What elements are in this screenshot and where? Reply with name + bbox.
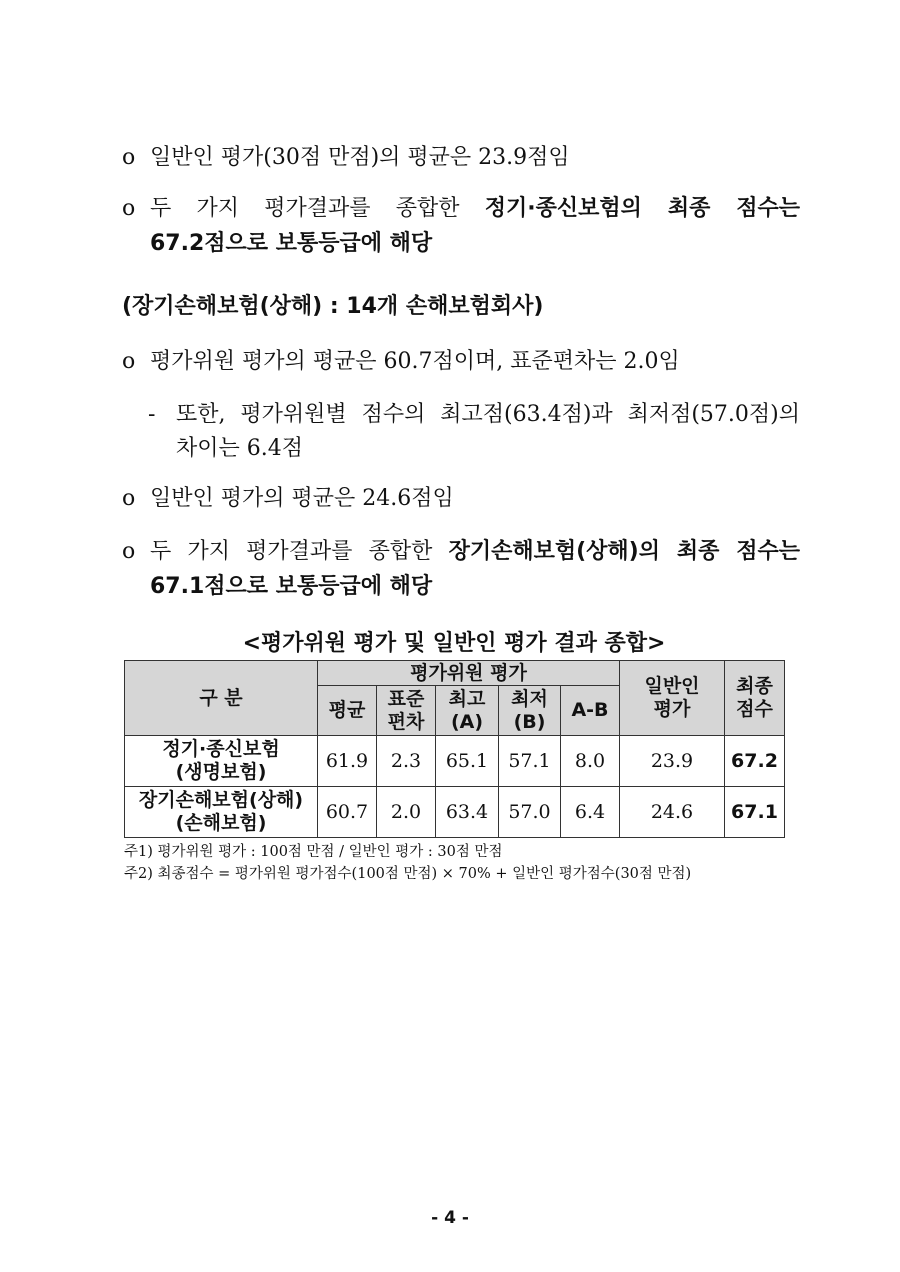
row-label-line2: (손해보험) — [175, 812, 267, 834]
paragraph-public-eval-nonlife: 일반인 평가의 평균은 24.6점임 — [150, 486, 454, 511]
cell-final: 67.2 — [725, 736, 785, 787]
paragraph-final-score-nonlife-line2: 67.1점으로 보통등급에 해당 — [150, 574, 433, 599]
row-label — [125, 736, 318, 787]
header-committee-group: 평가위원 평가 — [318, 661, 620, 686]
header-max — [436, 686, 499, 736]
subitem-score-range-line2: 차이는 6.4점 — [176, 436, 303, 461]
summary-table — [124, 660, 785, 838]
paragraph-final-score-nonlife — [150, 537, 800, 567]
cell-max: 65.1 — [436, 736, 499, 787]
paragraph-emphasis: 장기손해보험(상해)의 최종 점수는 — [448, 539, 800, 564]
header-std-line2: 편차 — [387, 710, 425, 733]
cell-min: 57.0 — [499, 787, 561, 838]
bullet-marker: o — [122, 196, 136, 221]
header-std — [377, 686, 436, 736]
header-std-line1: 표준 — [387, 687, 425, 710]
cell-mean: 61.9 — [318, 736, 377, 787]
cell-final: 67.1 — [725, 787, 785, 838]
header-final — [725, 661, 785, 736]
bullet-marker: o — [122, 145, 136, 170]
cell-std: 2.0 — [377, 787, 436, 838]
bullet-marker: o — [122, 539, 136, 564]
paragraph-committee-mean: 평가위원 평가의 평균은 60.7점이며, 표준편차는 2.0임 — [150, 349, 680, 374]
cell-mean: 60.7 — [318, 787, 377, 838]
page-number: - 4 - — [431, 1208, 469, 1228]
paragraph-final-score-life-line2: 67.2점으로 보통등급에 해당 — [150, 231, 433, 256]
table-row — [125, 736, 785, 787]
header-final-line2: 점수 — [736, 698, 773, 720]
row-label-line1: 장기손해보험(상해) — [138, 789, 304, 811]
bullet-marker: o — [122, 486, 136, 511]
header-public — [620, 661, 725, 736]
paragraph-text: 두 가지 평가결과를 종합한 — [150, 196, 485, 221]
table-note-1: 주1) 평가위원 평가 : 100점 만점 / 일반인 평가 : 30점 만점 — [124, 844, 503, 860]
dash-marker: - — [148, 402, 156, 427]
paragraph-final-score-life — [150, 194, 800, 224]
subitem-text: 또한, 평가위원별 점수의 최고점(63.4점)과 최저점(57.0점)의 — [176, 402, 800, 427]
cell-diff: 6.4 — [561, 787, 620, 838]
row-label-line1: 정기·종신보험 — [162, 738, 280, 760]
cell-max: 63.4 — [436, 787, 499, 838]
paragraph-text: 두 가지 평가결과를 종합한 — [150, 539, 449, 564]
header-mean: 평균 — [318, 686, 377, 736]
header-diff: A-B — [561, 686, 620, 736]
section-heading: (장기손해보험(상해) : 14개 손해보험회사) — [122, 294, 544, 319]
header-max-line2: (A) — [450, 710, 484, 733]
header-public-line2: 평가 — [653, 698, 691, 720]
subitem-score-range — [176, 400, 800, 430]
header-final-line1: 최종 — [736, 675, 773, 697]
header-max-line1: 최고 — [448, 687, 486, 710]
header-public-line1: 일반인 — [644, 675, 700, 697]
header-min — [499, 686, 561, 736]
header-min-line1: 최저 — [511, 687, 548, 710]
table-note-2: 주2) 최종점수 = 평가위원 평가점수(100점 만점) × 70% + 일반인 평가점수(30점 만점) — [124, 866, 692, 882]
row-label-line2: (생명보험) — [175, 761, 267, 783]
cell-public: 23.9 — [620, 736, 725, 787]
row-label — [125, 787, 318, 838]
bullet-marker: o — [122, 349, 136, 374]
paragraph-emphasis: 정기·종신보험의 최종 점수는 — [484, 196, 800, 221]
header-category: 구 분 — [125, 661, 318, 736]
cell-min: 57.1 — [499, 736, 561, 787]
table-row — [125, 787, 785, 838]
paragraph-public-eval-life: 일반인 평가(30점 만점)의 평균은 23.9점임 — [150, 145, 570, 170]
table-caption: <평가위원 평가 및 일반인 평가 결과 종합> — [242, 631, 666, 656]
header-min-line2: (B) — [513, 710, 546, 733]
cell-diff: 8.0 — [561, 736, 620, 787]
cell-public: 24.6 — [620, 787, 725, 838]
cell-std: 2.3 — [377, 736, 436, 787]
